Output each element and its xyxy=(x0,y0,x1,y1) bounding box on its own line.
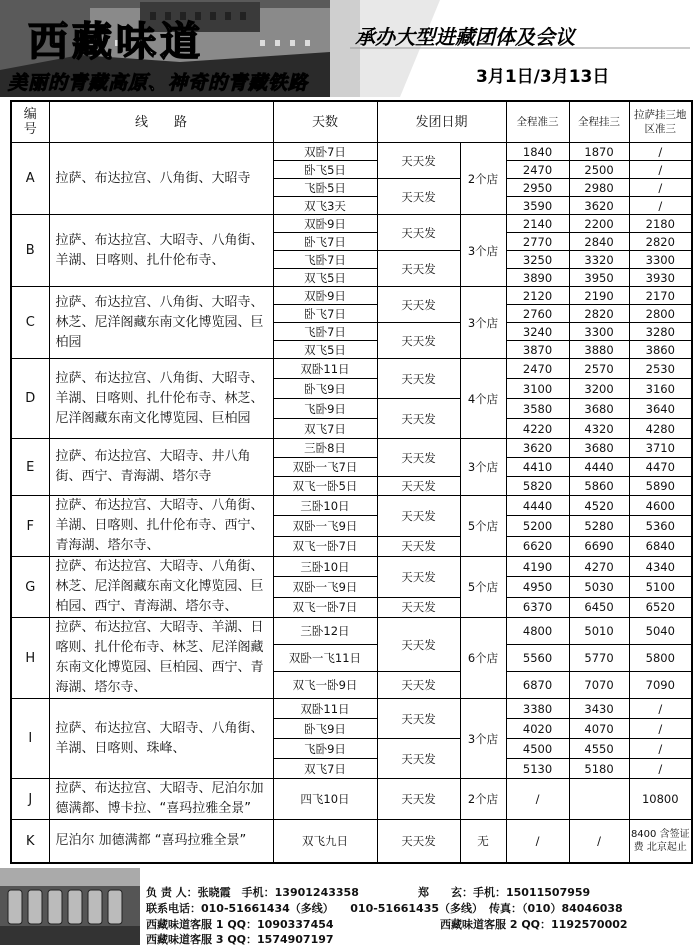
price-full-hang: 4070 xyxy=(569,719,629,739)
price-lhasa: 3300 xyxy=(629,251,692,269)
days-cell: 四飞10日 xyxy=(273,779,377,820)
departure-cell: 天天发 xyxy=(377,323,460,359)
days-cell: 飞卧7日 xyxy=(273,251,377,269)
price-lhasa: / xyxy=(629,179,692,197)
price-full-standard: 4500 xyxy=(506,739,569,759)
qq-support-2: 西藏味道客服 2 QQ：1192570002 xyxy=(440,918,628,931)
days-cell: 双飞九日 xyxy=(273,820,377,864)
price-full-standard: 1840 xyxy=(506,143,569,161)
route-price-table xyxy=(10,100,693,864)
contact-footer xyxy=(0,868,699,945)
price-lhasa: 3160 xyxy=(629,379,692,399)
departure-cell: 天天发 xyxy=(377,597,460,617)
price-lhasa: / xyxy=(629,759,692,779)
price-full-standard: 6370 xyxy=(506,597,569,617)
price-lhasa: / xyxy=(629,739,692,759)
days-cell: 双卧11日 xyxy=(273,699,377,719)
row-id: C xyxy=(11,287,49,359)
price-full-hang: 3430 xyxy=(569,699,629,719)
price-full-hang: 3320 xyxy=(569,251,629,269)
price-full-hang: / xyxy=(569,820,629,864)
price-full-hang: 3880 xyxy=(569,341,629,359)
price-full-standard: 3100 xyxy=(506,379,569,399)
days-cell: 双飞一卧9日 xyxy=(273,672,377,699)
table-row xyxy=(11,143,692,161)
price-full-hang: 2200 xyxy=(569,215,629,233)
price-full-hang: 6690 xyxy=(569,536,629,556)
days-cell: 飞卧9日 xyxy=(273,399,377,419)
price-lhasa: 3280 xyxy=(629,323,692,341)
price-lhasa: 5360 xyxy=(629,516,692,536)
days-cell: 双卧9日 xyxy=(273,215,377,233)
route-cell: 拉萨、布达拉宫、大昭寺、羊湖、日喀则、扎什伦布寺、林芝、尼洋阁藏东南文化博览园、巨柏园、西宁、青海湖、塔尔寺、 xyxy=(49,618,273,699)
price-full-standard: 5560 xyxy=(506,645,569,672)
price-full-hang: 3300 xyxy=(569,323,629,341)
qq-support-3: 西藏味道客服 3 QQ：1574907197 xyxy=(146,933,334,945)
zheng-contact: 郑 玄：手机：15011507959 xyxy=(418,886,591,899)
price-full-hang: 2190 xyxy=(569,287,629,305)
price-lhasa: 4340 xyxy=(629,557,692,577)
shops-cell: 3个店 xyxy=(460,439,506,496)
days-cell: 卧飞9日 xyxy=(273,719,377,739)
price-lhasa: / xyxy=(629,197,692,215)
row-id: A xyxy=(11,143,49,215)
price-full-standard: 2950 xyxy=(506,179,569,197)
shops-cell: 4个店 xyxy=(460,359,506,439)
route-cell: 拉萨、布达拉宫、八角街、大昭寺 xyxy=(49,143,273,215)
price-full-hang: 4320 xyxy=(569,419,629,439)
header-price3: 拉萨挂三地区准三 xyxy=(629,101,692,143)
price-full-standard: / xyxy=(506,820,569,864)
price-full-hang: 2820 xyxy=(569,305,629,323)
departure-cell: 天天发 xyxy=(377,287,460,323)
days-cell: 双卧一飞11日 xyxy=(273,645,377,672)
price-full-standard: 3250 xyxy=(506,251,569,269)
price-full-hang: 1870 xyxy=(569,143,629,161)
price-lhasa: 6520 xyxy=(629,597,692,617)
shops-cell: 6个店 xyxy=(460,618,506,699)
table-row xyxy=(11,439,692,458)
price-lhasa: 3860 xyxy=(629,341,692,359)
price-full-standard: 3240 xyxy=(506,323,569,341)
price-full-standard: 4220 xyxy=(506,419,569,439)
price-lhasa: 6840 xyxy=(629,536,692,556)
price-lhasa: / xyxy=(629,719,692,739)
price-full-standard: 5820 xyxy=(506,477,569,496)
manager-contact: 负 责 人：张晓霞 手机：13901243358 xyxy=(146,886,359,899)
departure-cell: 天天发 xyxy=(377,399,460,439)
route-cell: 拉萨、布达拉宫、大昭寺、八角街、羊湖、日喀则、珠峰、 xyxy=(49,699,273,779)
shops-cell: 无 xyxy=(460,820,506,864)
brand-title: 西藏味道 xyxy=(28,18,204,65)
price-full-hang: 7070 xyxy=(569,672,629,699)
shops-cell: 3个店 xyxy=(460,215,506,287)
price-full-hang: 2980 xyxy=(569,179,629,197)
price-lhasa: 5800 xyxy=(629,645,692,672)
departure-cell: 天天发 xyxy=(377,215,460,251)
days-cell: 双飞5日 xyxy=(273,341,377,359)
price-lhasa: 5040 xyxy=(629,618,692,645)
days-cell: 双飞一卧7日 xyxy=(273,597,377,617)
price-lhasa: 4600 xyxy=(629,496,692,516)
price-full-hang xyxy=(569,779,629,820)
price-full-hang: 5010 xyxy=(569,618,629,645)
price-full-standard: 3380 xyxy=(506,699,569,719)
days-cell: 双卧7日 xyxy=(273,143,377,161)
price-full-standard: 4950 xyxy=(506,577,569,597)
price-full-hang: 4440 xyxy=(569,458,629,477)
price-full-hang: 5180 xyxy=(569,759,629,779)
shops-cell: 5个店 xyxy=(460,496,506,557)
days-cell: 三卧10日 xyxy=(273,496,377,516)
price-lhasa: 3930 xyxy=(629,269,692,287)
row-id: I xyxy=(11,699,49,779)
departure-cell: 天天发 xyxy=(377,739,460,779)
departure-cell: 天天发 xyxy=(377,536,460,556)
days-cell: 卧飞9日 xyxy=(273,379,377,399)
price-full-standard: 3580 xyxy=(506,399,569,419)
days-cell: 双飞一卧7日 xyxy=(273,536,377,556)
days-cell: 三卧12日 xyxy=(273,618,377,645)
price-full-hang: 4520 xyxy=(569,496,629,516)
departure-cell: 天天发 xyxy=(377,557,460,598)
price-full-standard: 2770 xyxy=(506,233,569,251)
price-full-standard: 5130 xyxy=(506,759,569,779)
departure-cell: 天天发 xyxy=(377,672,460,699)
header-days: 天数 xyxy=(273,101,377,143)
row-id: D xyxy=(11,359,49,439)
departure-dates: 3月1日/3月13日 xyxy=(476,67,610,87)
departure-cell: 天天发 xyxy=(377,618,460,672)
days-cell: 双飞7日 xyxy=(273,759,377,779)
prayer-wheels-photo xyxy=(0,868,140,945)
price-full-hang: 5280 xyxy=(569,516,629,536)
price-full-standard: 2470 xyxy=(506,161,569,179)
fax-number: 传真：（010）84046038 xyxy=(489,902,623,915)
table-row xyxy=(11,779,692,820)
departure-cell: 天天发 xyxy=(377,251,460,287)
route-cell: 尼泊尔 加德满都 “喜玛拉雅全景” xyxy=(49,820,273,864)
shops-cell: 2个店 xyxy=(460,143,506,215)
price-lhasa: 2170 xyxy=(629,287,692,305)
price-full-hang: 3200 xyxy=(569,379,629,399)
price-lhasa: 3710 xyxy=(629,439,692,458)
price-lhasa: 2180 xyxy=(629,215,692,233)
shops-cell: 5个店 xyxy=(460,557,506,618)
days-cell: 飞卧5日 xyxy=(273,179,377,197)
price-full-hang: 3680 xyxy=(569,399,629,419)
price-full-standard: 2470 xyxy=(506,359,569,379)
price-full-standard: 6620 xyxy=(506,536,569,556)
table-row xyxy=(11,699,692,719)
price-full-hang: 2840 xyxy=(569,233,629,251)
row-id: E xyxy=(11,439,49,496)
phone-numbers: 联系电话：010-51661434（多线） 010-51661435（多线） xyxy=(146,902,484,915)
price-full-standard: 3590 xyxy=(506,197,569,215)
table-row xyxy=(11,287,692,305)
row-id: H xyxy=(11,618,49,699)
price-lhasa: 4470 xyxy=(629,458,692,477)
days-cell: 三卧10日 xyxy=(273,557,377,577)
days-cell: 飞卧7日 xyxy=(273,323,377,341)
price-full-hang: 6450 xyxy=(569,597,629,617)
table-row xyxy=(11,618,692,645)
qq-support-1: 西藏味道客服 1 QQ：1090337454 xyxy=(146,918,334,931)
price-lhasa: 3640 xyxy=(629,399,692,419)
price-full-hang: 2500 xyxy=(569,161,629,179)
table-row xyxy=(11,496,692,516)
header-price1: 全程准三 xyxy=(506,101,569,143)
price-full-hang: 5860 xyxy=(569,477,629,496)
route-cell: 拉萨、布达拉宫、大昭寺、八角街、羊湖、日喀则、扎什伦布寺、 xyxy=(49,215,273,287)
price-full-hang: 2570 xyxy=(569,359,629,379)
price-full-standard: 3890 xyxy=(506,269,569,287)
price-lhasa: 4280 xyxy=(629,419,692,439)
route-cell: 拉萨、布达拉宫、八角街、大昭寺、羊湖、日喀则、扎什伦布寺、林芝、尼洋阁藏东南文化博览园、巨柏园 xyxy=(49,359,273,439)
price-full-standard: 4410 xyxy=(506,458,569,477)
route-cell: 拉萨、布达拉宫、大昭寺、井八角街、西宁、青海湖、塔尔寺 xyxy=(49,439,273,496)
slogan: 承办大型进藏团体及会议 xyxy=(355,25,575,49)
row-id: G xyxy=(11,557,49,618)
price-lhasa: 5890 xyxy=(629,477,692,496)
departure-cell: 天天发 xyxy=(377,779,460,820)
price-full-standard: / xyxy=(506,779,569,820)
price-full-hang: 5030 xyxy=(569,577,629,597)
price-lhasa: 10800 xyxy=(629,779,692,820)
price-lhasa: 2800 xyxy=(629,305,692,323)
price-full-standard: 4800 xyxy=(506,618,569,645)
days-cell: 双卧一飞7日 xyxy=(273,458,377,477)
shops-cell: 3个店 xyxy=(460,287,506,359)
price-lhasa: / xyxy=(629,143,692,161)
departure-cell: 天天发 xyxy=(377,496,460,537)
header-route: 线 路 xyxy=(49,101,273,143)
departure-cell: 天天发 xyxy=(377,820,460,864)
days-cell: 卧飞7日 xyxy=(273,305,377,323)
days-cell: 卧飞5日 xyxy=(273,161,377,179)
price-full-hang: 3950 xyxy=(569,269,629,287)
departure-cell: 天天发 xyxy=(377,477,460,496)
shops-cell: 2个店 xyxy=(460,779,506,820)
header-id: 编号 xyxy=(11,101,49,143)
route-cell: 拉萨、布达拉宫、大昭寺、尼泊尔加德满都、博卡拉、“喜玛拉雅全景” xyxy=(49,779,273,820)
header-departure: 发团日期 xyxy=(377,101,506,143)
price-lhasa: 8400 含签证费 北京起止 xyxy=(629,820,692,864)
days-cell: 双卧一飞9日 xyxy=(273,577,377,597)
departure-cell: 天天发 xyxy=(377,439,460,477)
days-cell: 卧飞7日 xyxy=(273,233,377,251)
days-cell: 双卧11日 xyxy=(273,359,377,379)
row-id: J xyxy=(11,779,49,820)
departure-cell: 天天发 xyxy=(377,143,460,179)
price-full-standard: 3870 xyxy=(506,341,569,359)
route-cell: 拉萨、布达拉宫、大昭寺、八角街、羊湖、日喀则、扎什伦布寺、西宁、青海湖、塔尔寺、 xyxy=(49,496,273,557)
price-full-standard: 5200 xyxy=(506,516,569,536)
price-full-standard: 4440 xyxy=(506,496,569,516)
departure-cell: 天天发 xyxy=(377,699,460,739)
price-full-hang: 3680 xyxy=(569,439,629,458)
price-full-standard: 3620 xyxy=(506,439,569,458)
price-lhasa: / xyxy=(629,161,692,179)
departure-cell: 天天发 xyxy=(377,179,460,215)
banner-header xyxy=(0,0,699,97)
route-cell: 拉萨、布达拉宫、大昭寺、八角街、林芝、尼洋阁藏东南文化博览园、巨柏园、西宁、青海湖、塔尔寺、 xyxy=(49,557,273,618)
shops-cell: 3个店 xyxy=(460,699,506,779)
row-id: K xyxy=(11,820,49,864)
days-cell: 双飞7日 xyxy=(273,419,377,439)
days-cell: 双飞3天 xyxy=(273,197,377,215)
row-id: F xyxy=(11,496,49,557)
price-full-standard: 2140 xyxy=(506,215,569,233)
table-row xyxy=(11,557,692,577)
days-cell: 三卧8日 xyxy=(273,439,377,458)
table-row xyxy=(11,359,692,379)
price-full-standard: 4020 xyxy=(506,719,569,739)
row-id: B xyxy=(11,215,49,287)
header-row xyxy=(11,101,692,143)
days-cell: 双卧一飞9日 xyxy=(273,516,377,536)
price-full-hang: 4270 xyxy=(569,557,629,577)
price-full-standard: 2760 xyxy=(506,305,569,323)
price-full-standard: 6870 xyxy=(506,672,569,699)
header-price2: 全程挂三 xyxy=(569,101,629,143)
price-full-standard: 4190 xyxy=(506,557,569,577)
days-cell: 双飞一卧5日 xyxy=(273,477,377,496)
table-row xyxy=(11,820,692,864)
price-lhasa: / xyxy=(629,699,692,719)
days-cell: 双飞5日 xyxy=(273,269,377,287)
price-full-standard: 2120 xyxy=(506,287,569,305)
departure-cell: 天天发 xyxy=(377,359,460,399)
tagline: 美丽的青藏高原、神奇的青藏铁路 xyxy=(8,72,309,94)
days-cell: 双卧9日 xyxy=(273,287,377,305)
price-lhasa: 2530 xyxy=(629,359,692,379)
price-full-hang: 4550 xyxy=(569,739,629,759)
days-cell: 飞卧9日 xyxy=(273,739,377,759)
price-lhasa: 2820 xyxy=(629,233,692,251)
price-lhasa: 5100 xyxy=(629,577,692,597)
price-full-hang: 3620 xyxy=(569,197,629,215)
price-full-hang: 5770 xyxy=(569,645,629,672)
route-cell: 拉萨、布达拉宫、八角街、大昭寺、林芝、尼洋阁藏东南文化博览园、巨柏园 xyxy=(49,287,273,359)
price-lhasa: 7090 xyxy=(629,672,692,699)
table-row xyxy=(11,215,692,233)
